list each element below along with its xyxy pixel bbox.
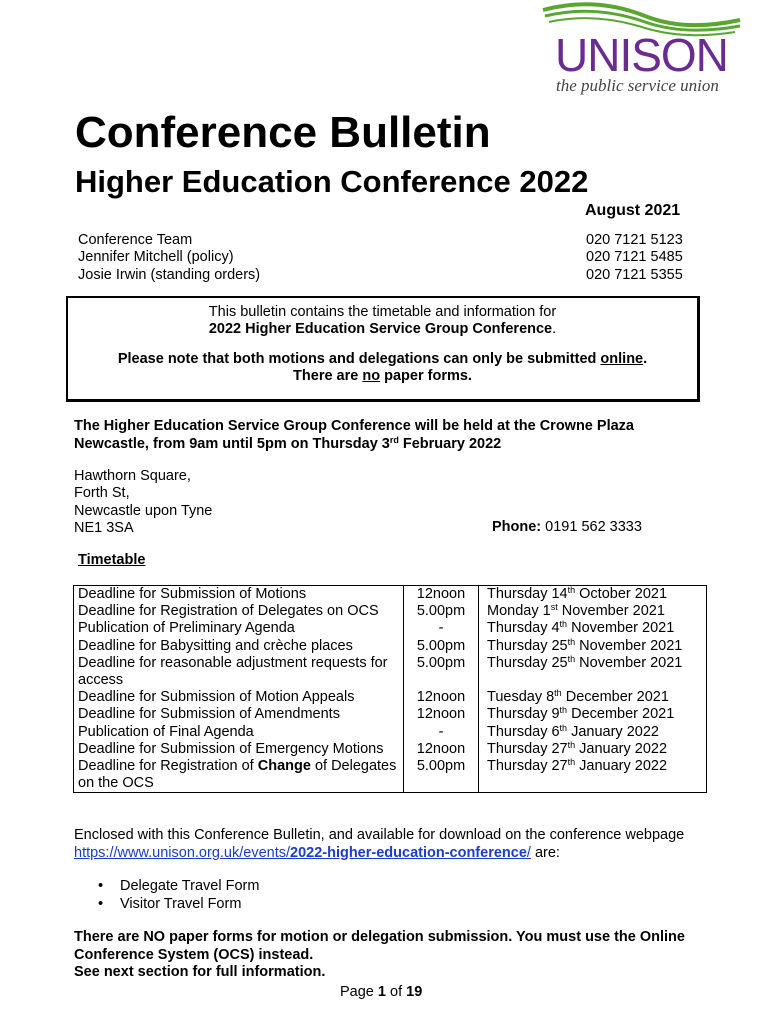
- contact-name: Conference Team: [78, 232, 193, 248]
- table-row: [74, 724, 707, 741]
- date-cell: Thursday 6th January 2022: [479, 724, 707, 741]
- enclosed-paragraph: Enclosed with this Conference Bulletin, and available for download on the conference webpage https://www.unison.org.uk/events/2022-higher-education-conference/ are:: [74, 827, 685, 861]
- contact-names: [78, 232, 260, 284]
- contact-name: Jennifer Mitchell (policy): [78, 249, 234, 266]
- notice-box: [66, 296, 700, 402]
- notice-line-1: This bulletin contains the timetable and information for: [208, 304, 557, 320]
- table-row: [74, 586, 707, 604]
- contact-phone: 020 7121 5355: [586, 266, 683, 283]
- event-cell: Deadline for Babysitting and crèche places: [74, 638, 404, 655]
- date-cell: Thursday 27th January 2022: [479, 758, 707, 793]
- enclosed-forms-list: [98, 877, 259, 913]
- contact-name: Josie Irwin (standing orders): [78, 266, 261, 283]
- time-cell: 12noon: [404, 689, 479, 706]
- time-cell: 5.00pm: [404, 655, 479, 689]
- event-cell: Publication of Final Agenda: [74, 724, 404, 741]
- time-cell: -: [404, 620, 479, 637]
- table-row: [74, 758, 707, 793]
- date-cell: Tuesday 8th December 2021: [479, 689, 707, 706]
- contact-phone: 020 7121 5123: [586, 232, 683, 248]
- event-cell: Publication of Preliminary Agenda: [74, 620, 404, 637]
- time-cell: 12noon: [404, 706, 479, 723]
- table-row: [74, 706, 707, 723]
- table-row: [74, 620, 707, 637]
- address-line: Forth St,: [74, 485, 130, 502]
- conference-webpage-link[interactable]: https://www.unison.org.uk/events/2022-higher-education-conference/: [74, 844, 531, 861]
- date-cell: Thursday 4th November 2021: [479, 620, 707, 637]
- event-cell: Deadline for reasonable adjustment requests for access: [74, 655, 404, 689]
- time-cell: 5.00pm: [404, 603, 479, 620]
- final-notice-line: There are NO paper forms for motion or delegation submission. You must use the Online Conference System (OCS) instead.: [74, 929, 685, 963]
- address-line: Newcastle upon Tyne: [74, 502, 213, 519]
- document-title: Conference Bulletin: [75, 108, 491, 157]
- event-cell: Deadline for Registration of Delegates on OCS: [74, 603, 404, 620]
- date-cell: Thursday 9th December 2021: [479, 706, 707, 723]
- venue-phone: Phone: 0191 562 3333: [492, 519, 642, 535]
- event-cell: Deadline for Registration of Change of Delegates on the OCS: [74, 758, 404, 793]
- notice-line-2: 2022 Higher Education Service Group Conference.: [208, 321, 557, 337]
- list-item: • Visitor Travel Form: [98, 895, 259, 913]
- address-line: Hawthorn Square,: [74, 468, 191, 484]
- table-row: [74, 741, 707, 758]
- final-notice-line: See next section for full information.: [74, 964, 326, 980]
- logo-tagline: the public service union: [556, 76, 719, 95]
- notice-line-3: Please note that both motions and delegations can only be submitted online. There are no paper forms.: [117, 351, 648, 384]
- table-row: [74, 603, 707, 620]
- event-cell: Deadline for Submission of Amendments: [74, 706, 404, 723]
- time-cell: 12noon: [404, 586, 479, 604]
- time-cell: -: [404, 724, 479, 741]
- date-cell: Monday 1st November 2021: [479, 603, 707, 620]
- date-cell: Thursday 25th November 2021: [479, 638, 707, 655]
- event-cell: Deadline for Submission of Emergency Motions: [74, 741, 404, 758]
- timetable-heading: Timetable: [78, 552, 146, 568]
- time-cell: 5.00pm: [404, 758, 479, 793]
- time-cell: 5.00pm: [404, 638, 479, 655]
- contact-phone: 020 7121 5485: [586, 249, 683, 266]
- list-item: • Delegate Travel Form: [98, 877, 259, 895]
- time-cell: 12noon: [404, 741, 479, 758]
- date-cell: Thursday 14th October 2021: [479, 586, 707, 604]
- venue-address: [74, 468, 212, 537]
- bulletin-date: August 2021: [585, 202, 681, 219]
- document-subtitle: Higher Education Conference 2022: [75, 164, 589, 199]
- final-notice: [74, 929, 714, 982]
- logo-wordmark: UNISON: [555, 29, 728, 81]
- table-row: [74, 638, 707, 655]
- address-line: NE1 3SA: [74, 519, 134, 536]
- date-cell: Thursday 25th November 2021: [479, 655, 707, 689]
- contact-phones: [586, 232, 683, 284]
- venue-statement: The Higher Education Service Group Conference will be held at the Crowne Plaza Newcastle, from 9am until 5pm on Thursday 3rd February 2022: [74, 418, 634, 452]
- event-cell: Deadline for Submission of Motions: [74, 586, 404, 604]
- table-row: [74, 689, 707, 706]
- event-cell: Deadline for Submission of Motion Appeals: [74, 689, 404, 706]
- table-row: [74, 655, 707, 689]
- timetable-table: [73, 585, 707, 793]
- date-cell: Thursday 27th January 2022: [479, 741, 707, 758]
- page-number: Page 1 of 19: [340, 984, 423, 1000]
